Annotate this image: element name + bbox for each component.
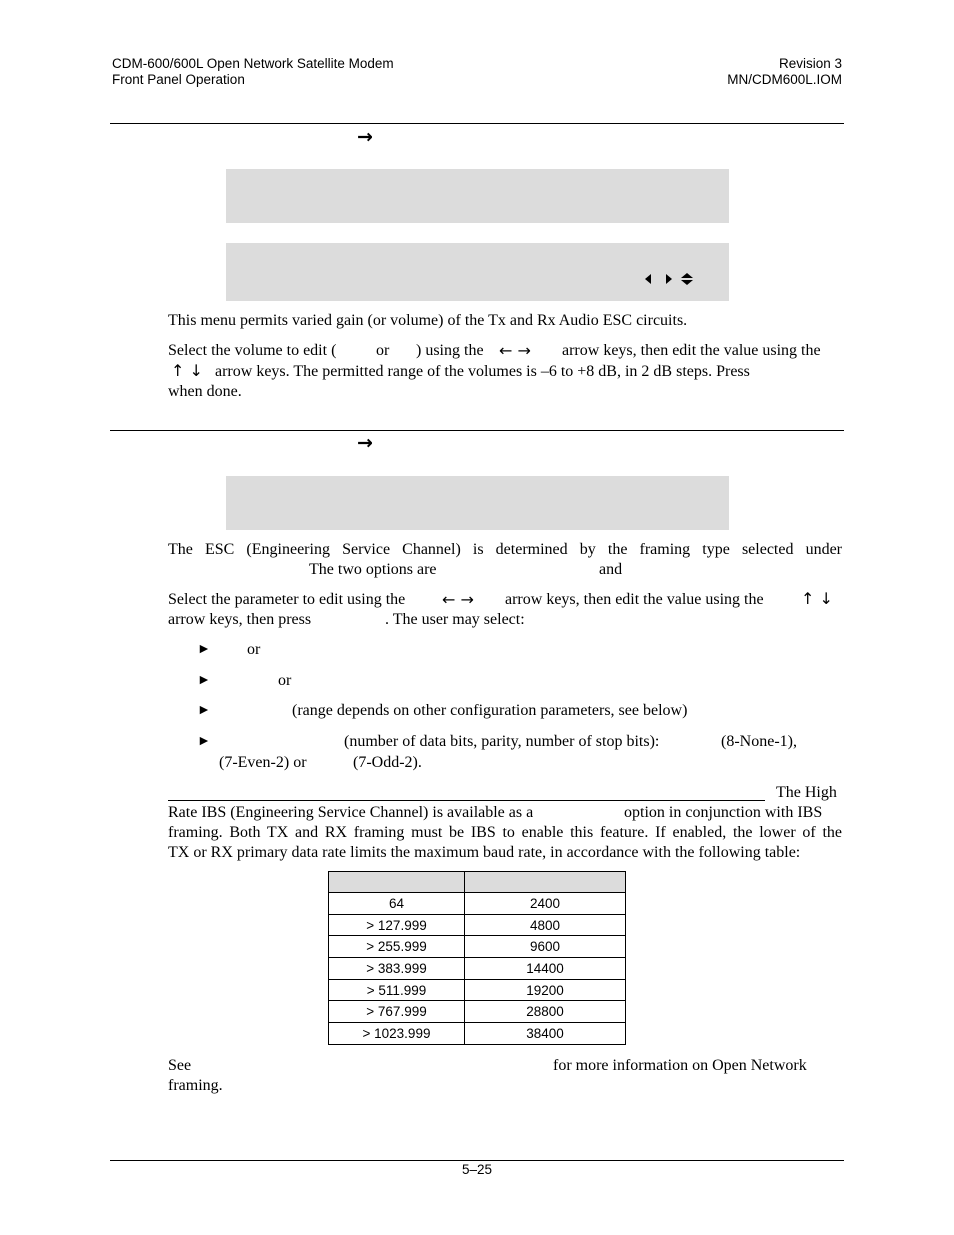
header-chapter: Front Panel Operation [112, 72, 245, 87]
list-item: (number of data bits, parity, number of stop bits): [344, 733, 660, 750]
table-cell: 9600 [465, 936, 626, 958]
lcd-display [226, 476, 729, 530]
lcd-display [226, 243, 729, 301]
list-item: or [247, 641, 261, 658]
table-row [329, 914, 626, 936]
header-right [600, 56, 842, 88]
paragraph-fragment: and [599, 561, 623, 578]
list-item: (8-None-1), [721, 733, 797, 750]
underlined-heading-rule [168, 800, 765, 801]
table-cell: > 383.999 [329, 958, 465, 980]
table-row [329, 958, 626, 980]
header-doc-number: MN/CDM600L.IOM [727, 72, 842, 87]
menu-path-arrow-icon: → [357, 126, 373, 148]
section-divider [110, 123, 844, 124]
left-right-arrows-icon: ← → [499, 341, 531, 360]
paragraph-fragment: Select the parameter to edit using the [168, 591, 406, 608]
paragraph-fragment: . The user may select: [385, 611, 525, 628]
table-row [329, 1023, 626, 1045]
paragraph-fragment: arrow keys, then edit the value using the [562, 342, 821, 359]
paragraph-fragment: Select the volume to edit ( [168, 342, 337, 359]
table-cell: 4800 [465, 914, 626, 936]
paragraph-fragment: arrow keys, then edit the value using the [505, 591, 764, 608]
right-triangle-icon [666, 274, 672, 284]
footer-divider [110, 1160, 844, 1161]
list-item: (7-Even-2) or [219, 754, 307, 771]
paragraph-fragment: TX or RX primary data rate limits the maximum baud rate, in accordance with the following table: [168, 844, 801, 861]
up-triangle-icon [681, 273, 693, 278]
up-down-arrows-icon: ↑ ↓ [171, 361, 203, 380]
table-cell: > 767.999 [329, 1001, 465, 1023]
table-cell: > 511.999 [329, 979, 465, 1001]
table-cell: 2400 [465, 893, 626, 915]
paragraph-fragment: for more information on Open Network [553, 1057, 807, 1074]
list-item: or [278, 672, 292, 689]
paragraph-fragment: option in conjunction with IBS [624, 804, 823, 821]
baud-rate-table [328, 871, 626, 1045]
paragraph-fragment: or [376, 342, 390, 359]
lcd-display [226, 169, 729, 223]
paragraph-fragment: The two options are [309, 561, 437, 578]
section-divider [110, 430, 844, 431]
down-triangle-icon [681, 280, 693, 285]
paragraph: This menu permits varied gain (or volume) of the Tx and Rx Audio ESC circuits. [168, 312, 688, 329]
table-cell: 14400 [465, 958, 626, 980]
bullet-icon: ► [197, 703, 211, 718]
header-left [112, 56, 394, 88]
list-item: (range depends on other configuration parameters, see below) [292, 702, 688, 719]
page-number: 5–25 [461, 1162, 493, 1177]
paragraph-fragment: arrow keys, then press [168, 611, 312, 628]
paragraph-fragment: See [168, 1057, 192, 1074]
left-triangle-icon [645, 274, 651, 284]
table-cell: > 1023.999 [329, 1023, 465, 1045]
paragraph-fragment: arrow keys. The permitted range of the volumes is –6 to +8 dB, in 2 dB steps. Press [215, 363, 750, 380]
header-revision: Revision 3 [778, 56, 842, 71]
table-row [329, 893, 626, 915]
bullet-icon: ► [197, 673, 211, 688]
bullet-icon: ► [197, 642, 211, 657]
paragraph-fragment: framing. [168, 1077, 223, 1094]
table-row [329, 1001, 626, 1023]
table-header-row [329, 872, 626, 893]
list-item: (7-Odd-2). [353, 754, 422, 771]
left-right-arrows-icon: ← → [442, 590, 474, 609]
paragraph-fragment: when done. [168, 383, 242, 400]
table-cell: 19200 [465, 979, 626, 1001]
paragraph-fragment: Rate IBS (Engineering Service Channel) is available as a [168, 804, 534, 821]
table-header-cell [329, 872, 465, 893]
table-row [329, 936, 626, 958]
bullet-icon: ► [197, 734, 211, 749]
paragraph: The ESC (Engineering Service Channel) is determined by the framing type selected under [168, 541, 842, 558]
table-cell: 64 [329, 893, 465, 915]
paragraph-fragment: ) using the [416, 342, 484, 359]
menu-path-arrow-icon: → [357, 432, 373, 454]
table-cell: > 127.999 [329, 914, 465, 936]
table-cell: 38400 [465, 1023, 626, 1045]
up-down-arrows-icon: ↑ ↓ [801, 589, 833, 608]
table-row [329, 979, 626, 1001]
paragraph-fragment: framing. Both TX and RX framing must be IBS to enable this feature. If enabled, the lower of the [168, 824, 842, 841]
table-header-cell [465, 872, 626, 893]
table-cell: 28800 [465, 1001, 626, 1023]
header-doc-title: CDM-600/600L Open Network Satellite Modem [112, 56, 394, 71]
table-cell: > 255.999 [329, 936, 465, 958]
paragraph-fragment: The High [776, 784, 837, 801]
